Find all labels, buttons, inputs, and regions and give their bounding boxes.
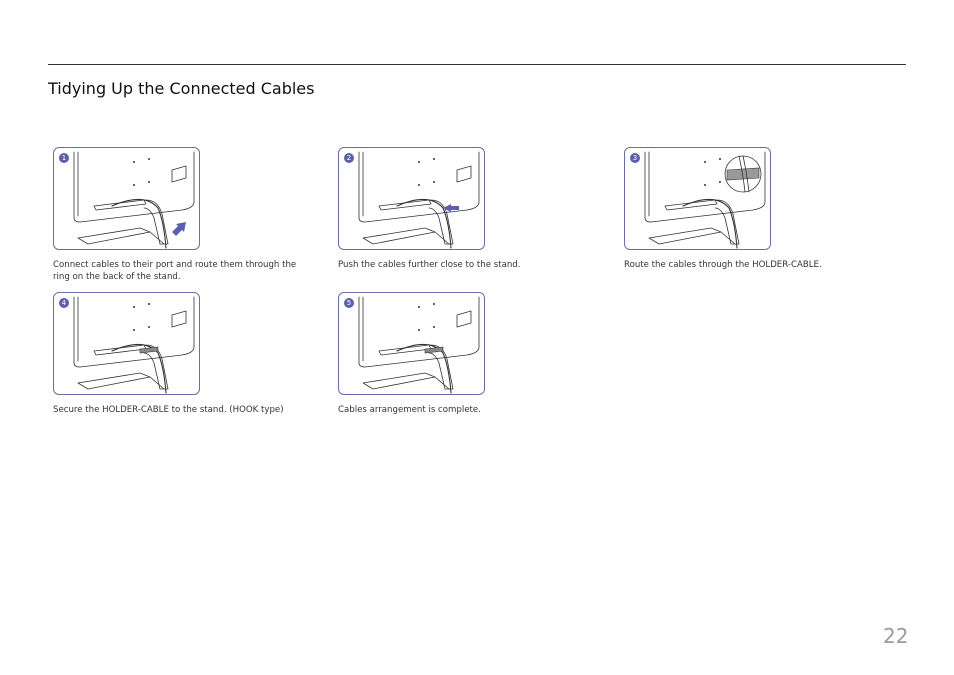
step-3 [624, 147, 874, 271]
stand-base-edge [435, 232, 449, 244]
connector-bar [665, 200, 717, 210]
step-3-illustration [624, 147, 771, 250]
screw-hole [433, 303, 435, 305]
step-number-badge: 1 [59, 153, 69, 163]
step-number-badge: 2 [344, 153, 354, 163]
stand-base [78, 373, 150, 389]
port-panel [172, 166, 186, 182]
push-arrow-icon [443, 204, 459, 212]
screw-hole [719, 181, 721, 183]
page-number: 22 [883, 624, 909, 648]
stand-base-edge [721, 232, 735, 244]
monitor-stand-illustration [339, 293, 485, 395]
step-number-badge: 5 [344, 298, 354, 308]
stand-base [78, 228, 150, 244]
screw-hole [133, 306, 135, 308]
step-number-badge: 3 [630, 153, 640, 163]
screw-hole [133, 329, 135, 331]
step-1 [53, 147, 303, 283]
screw-hole [704, 184, 706, 186]
connector-bar [94, 200, 146, 210]
section-title: Tidying Up the Connected Cables [48, 79, 315, 98]
step-caption: Push the cables further close to the stand. [338, 260, 521, 270]
screw-hole [433, 158, 435, 160]
port-panel [457, 166, 471, 182]
top-rule [48, 64, 906, 65]
monitor-stand-illustration [339, 148, 485, 250]
step-1-illustration [53, 147, 200, 250]
direction-arrow-icon [172, 222, 186, 236]
step-2 [338, 147, 588, 271]
screw-hole [433, 181, 435, 183]
step-caption: Cables arrangement is complete. [338, 405, 481, 415]
screw-hole [148, 181, 150, 183]
screw-hole [148, 303, 150, 305]
step-5 [338, 292, 588, 416]
screw-hole [133, 161, 135, 163]
screw-hole [148, 326, 150, 328]
step-caption: Route the cables through the HOLDER-CABLE. [624, 260, 822, 270]
screw-hole [418, 161, 420, 163]
screw-hole [133, 184, 135, 186]
stand-base-edge [150, 232, 164, 244]
step-caption: Connect cables to their port and route them through the ring on the back of the stand. [53, 260, 297, 282]
screw-hole [704, 161, 706, 163]
holder-cable [425, 347, 443, 353]
stand-base-edge [150, 377, 164, 389]
holder-cable [140, 347, 158, 353]
step-caption: Secure the HOLDER-CABLE to the stand. (HOOK type) [53, 405, 284, 415]
connector-bar [94, 345, 146, 355]
monitor-stand-illustration [54, 148, 200, 250]
port-panel [457, 311, 471, 327]
monitor-stand-illustration [54, 293, 200, 395]
stand-base-edge [435, 377, 449, 389]
step-4 [53, 292, 303, 416]
stand-base [363, 228, 435, 244]
screw-hole [418, 184, 420, 186]
screw-hole [719, 158, 721, 160]
step-4-illustration [53, 292, 200, 395]
screw-hole [148, 158, 150, 160]
monitor-stand-illustration [625, 148, 771, 250]
stand-base [363, 373, 435, 389]
port-panel [172, 311, 186, 327]
step-5-illustration [338, 292, 485, 395]
step-2-illustration [338, 147, 485, 250]
connector-bar [379, 200, 431, 210]
screw-hole [433, 326, 435, 328]
step-number-badge: 4 [59, 298, 69, 308]
connector-bar [379, 345, 431, 355]
screw-hole [418, 306, 420, 308]
stand-base [649, 228, 721, 244]
screw-hole [418, 329, 420, 331]
